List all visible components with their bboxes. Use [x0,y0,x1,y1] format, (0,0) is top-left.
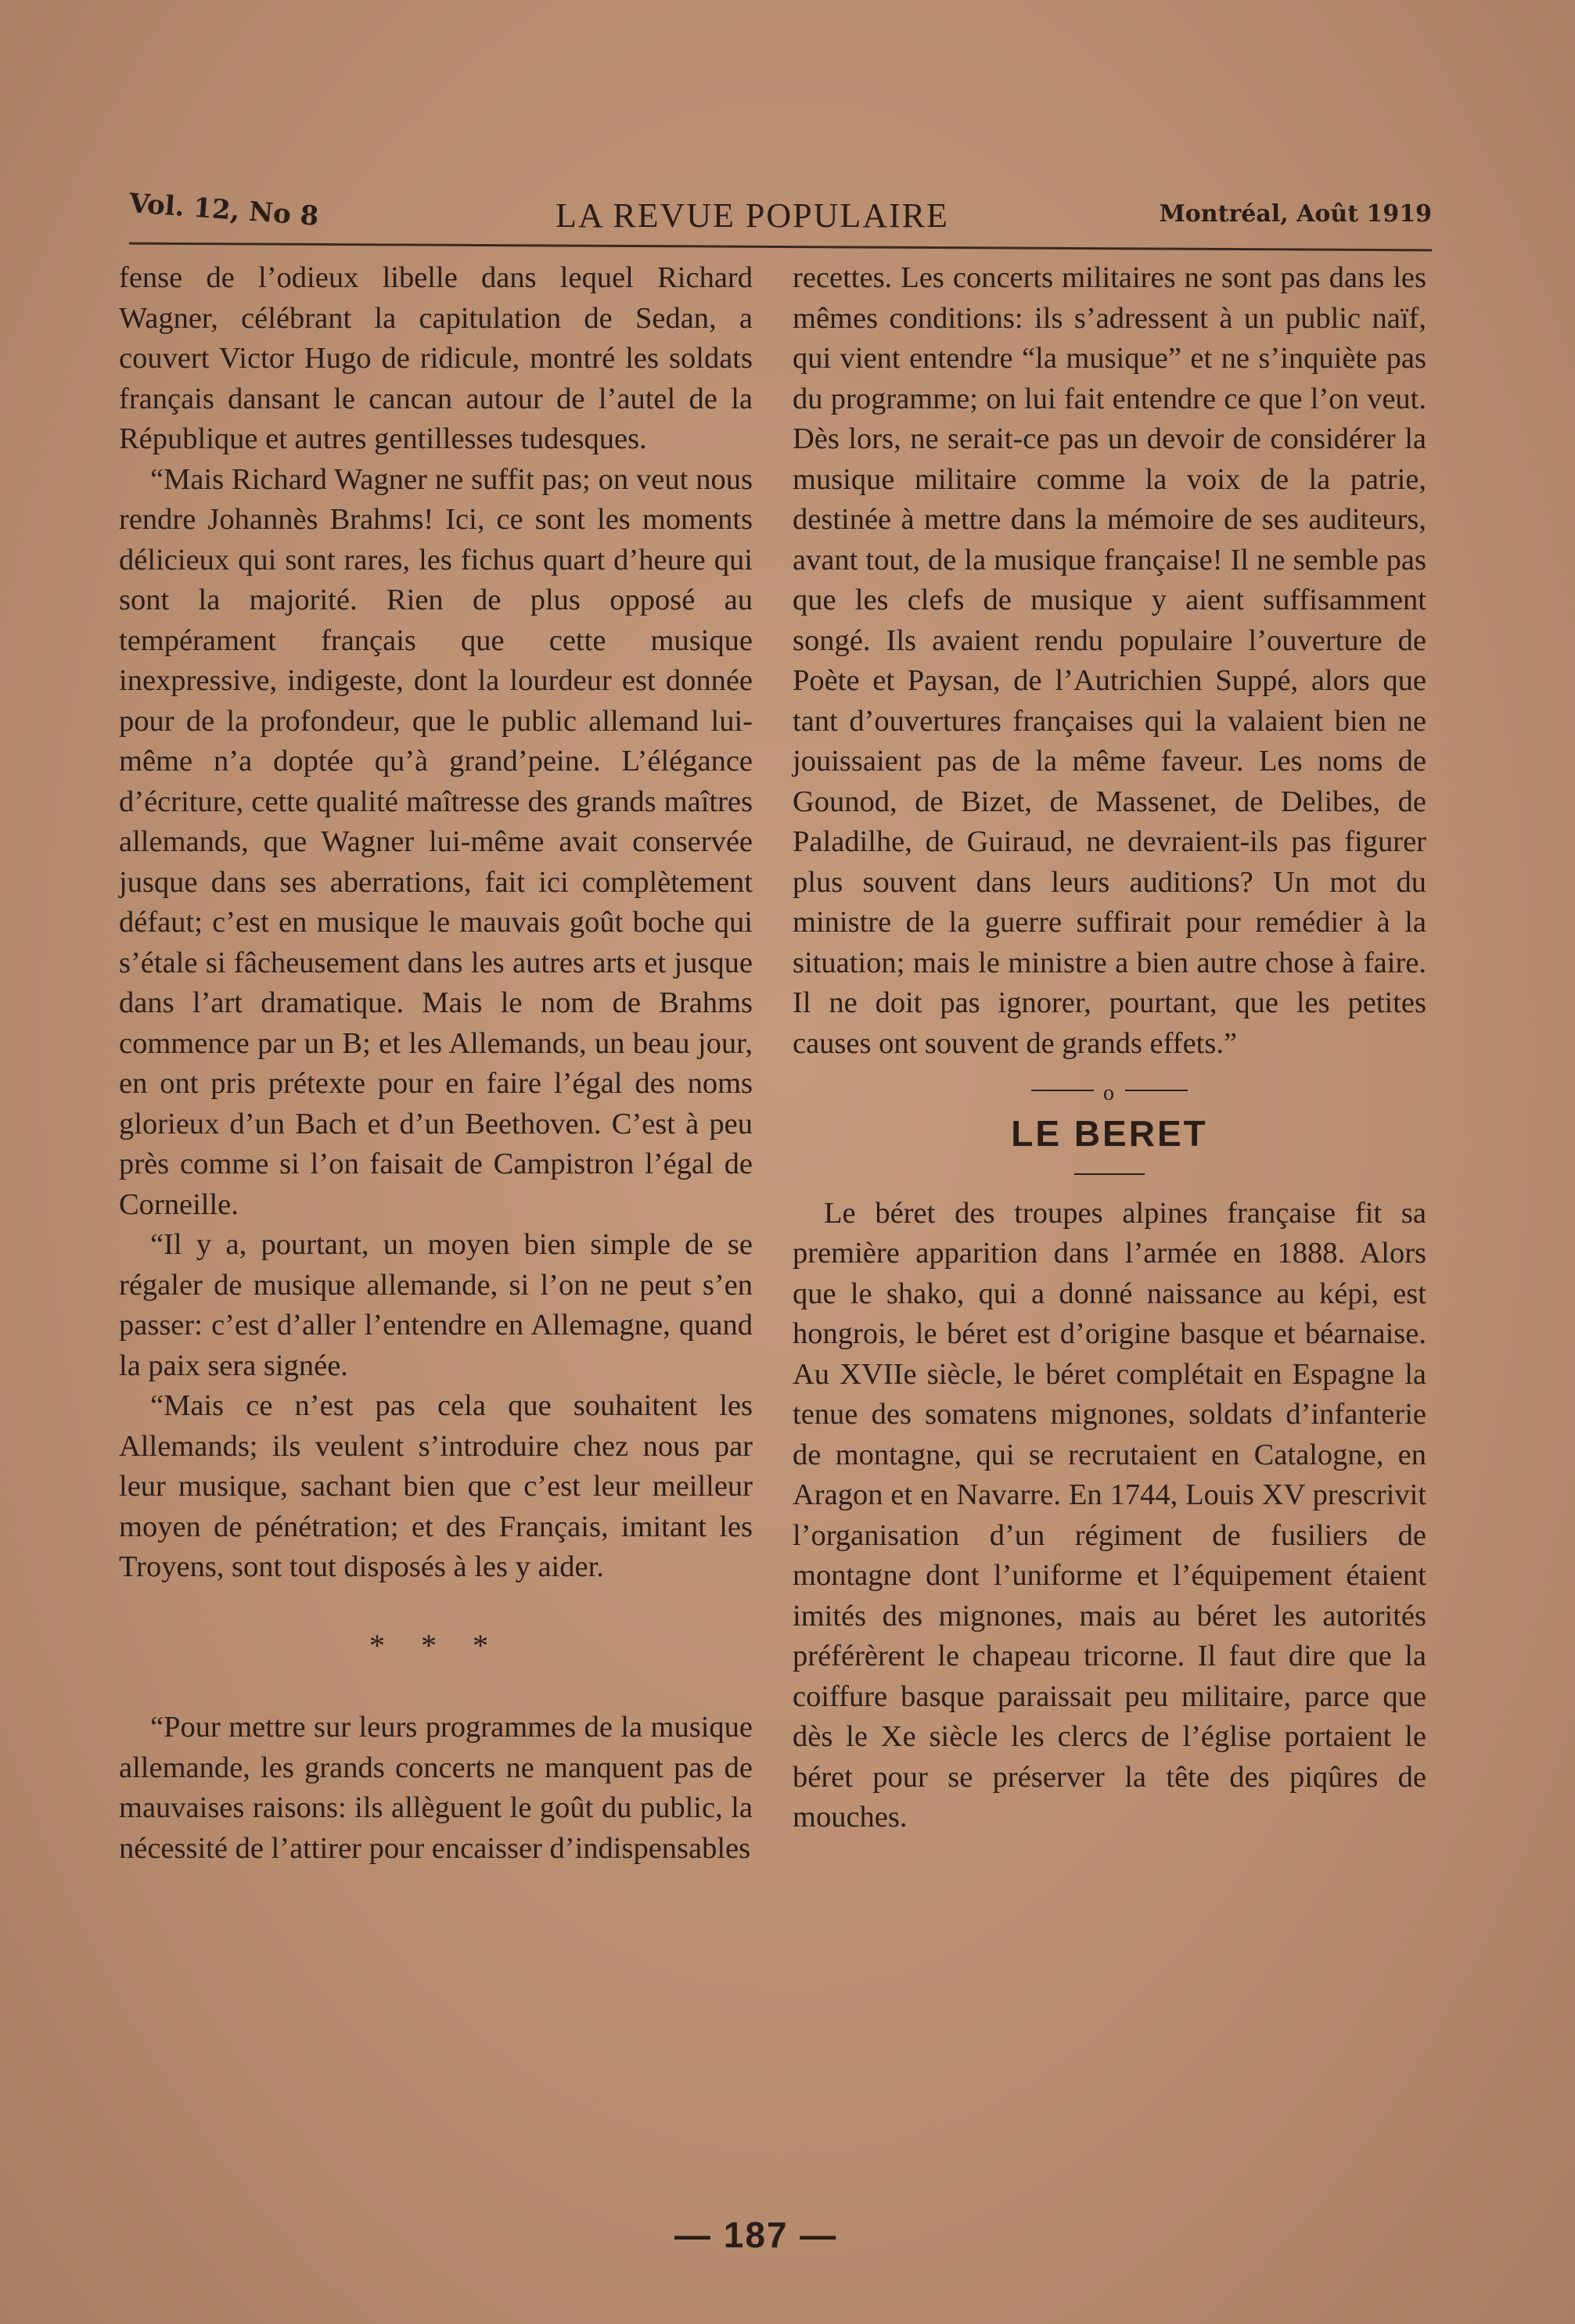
paragraph: fense de l’odieux libelle dans lequel Richard Wagner, célébrant la capitulation de Sedan, a couvert Victor Hugo de ridicule, montré les soldats français dansant le cancan autour de l’autel de la République et autres gentillesses tudesques. [119,261,753,455]
divider-line-left [1031,1090,1094,1091]
page-number: — 187 — [674,2214,838,2255]
paragraph: “Il y a, pourtant, un moyen bien simple de se régaler de musique allemande, si l’on ne peut s’en passer: c’est d’aller l’entendre en Allemagne, quand la paix sera signée. [119,1228,753,1382]
section-divider [1031,1079,1188,1105]
issue-date: Montréal, Août 1919 [1159,200,1432,228]
section-title-underline [1074,1173,1145,1175]
right-column [793,258,1426,1838]
publication-title: LA REVUE POPULAIRE [556,196,949,235]
page-header [129,178,1432,241]
divider-line-right [1125,1090,1188,1091]
paragraph: Le béret des troupes alpines française fit sa première apparition dans l’armée en 1888. Alors que le shako, qui a donné naissance au képi, est hongrois, le béret est d’origine basque et béarnaise. Au XVIIe siècle, le béret complétait en Espagne la tenue des somatens mignones, soldats d’infanterie de montagne, qui se recrutaient en Catalogne, en Aragon et en Navarre. En 1744, Louis XV prescrivit l’organisation d’un régiment de fusiliers de montagne dont l’uniforme et l’équipement étaient imités des mignones, mais au béret les autorités préférèrent le chapeau tricorne. Il faut dire que la coiffure basque paraissait peu militaire, parce que dès le Xe siècle les clercs de l’église portaient le béret pour se préserver la tête des piqûres de mouches. [793,1196,1426,1834]
paragraph: recettes. Les concerts militaires ne sont pas dans les mêmes conditions: ils s’adressent à un public naïf, qui vient entendre “la musique” et ne s’inquiète pas du programme; on lui fait entendre ce que l’on veut. Dès lors, ne serait-ce pas un devoir de considérer la musique militaire comme la voix de la patrie, destinée à mettre dans la mémoire de ses auditeurs, avant tout, de la musique française! Il ne semble pas que les clefs de musique y aient suffisamment songé. Ils avaient rendu populaire l’ouverture de Poète et Paysan, de l’Autrichien Suppé, alors que tant d’ouvertures françaises qui la valaient bien ne jouissaient pas de la même faveur. Les noms de Gounod, de Bizet, de Massenet, de Delibes, de Paladilhe, de Guiraud, ne devraient-ils pas figurer plus souvent dans leurs auditions? Un mot du ministre de la guerre suffirait pour remédier à la situation; mais le ministre a bien autre chose à faire. Il ne doit pas ignorer, pourtant, que les petites causes ont souvent de grands effets.” [793,261,1426,1060]
section-separator-stars: * * * [369,1627,502,1663]
left-column [119,258,753,1869]
paragraph: “Mais Richard Wagner ne suffit pas; on veut nous rendre Johannès Brahms! Ici, ce sont les moments délicieux qui sont rares, les fichus quart d’heure qui sont la majorité. Rien de plus opposé au tempérament français que cette musique inexpressive, indigeste, dont la lourdeur est donnée pour de la profondeur, que le public allemand lui-même n’a doptée qu’à grand’peine. L’élégance d’écriture, cette qualité maîtresse des grands maîtres allemands, que Wagner lui-même avait conservée jusque dans ses aberrations, fait ici complètement défaut; c’est en musique le mauvais goût boche qui s’étale si fâcheusement dans les autres arts et jusque dans l’art dramatique. Mais le nom de Brahms commence par un B; et les Allemands, un beau jour, en ont pris prétexte pour en faire l’égal des noms glorieux d’un Bach et d’un Beethoven. C’est à peu près comme si l’on faisait de Campistron l’égal de Corneille. [119,462,753,1221]
section-title: LE BERET [1011,1113,1208,1154]
paragraph: “Mais ce n’est pas cela que souhaitent les Allemands; ils veulent s’introduire chez nous par leur musique, sachant bien que c’est leur meilleur moyen de pénétration; et des Français, imitant les Troyens, sont tout disposés à les y aider. [119,1389,753,1583]
paragraph: “Pour mettre sur leurs programmes de la musique allemande, les grands concerts ne manquent pas de mauvaises raisons: ils allèguent le goût du public, la nécessité de l’attirer pour encaisser d’indispensables [119,1711,753,1865]
volume-number: Vol. 12, No 8 [128,188,320,232]
divider-mark: o [1103,1081,1114,1105]
header-rule [129,242,1432,252]
